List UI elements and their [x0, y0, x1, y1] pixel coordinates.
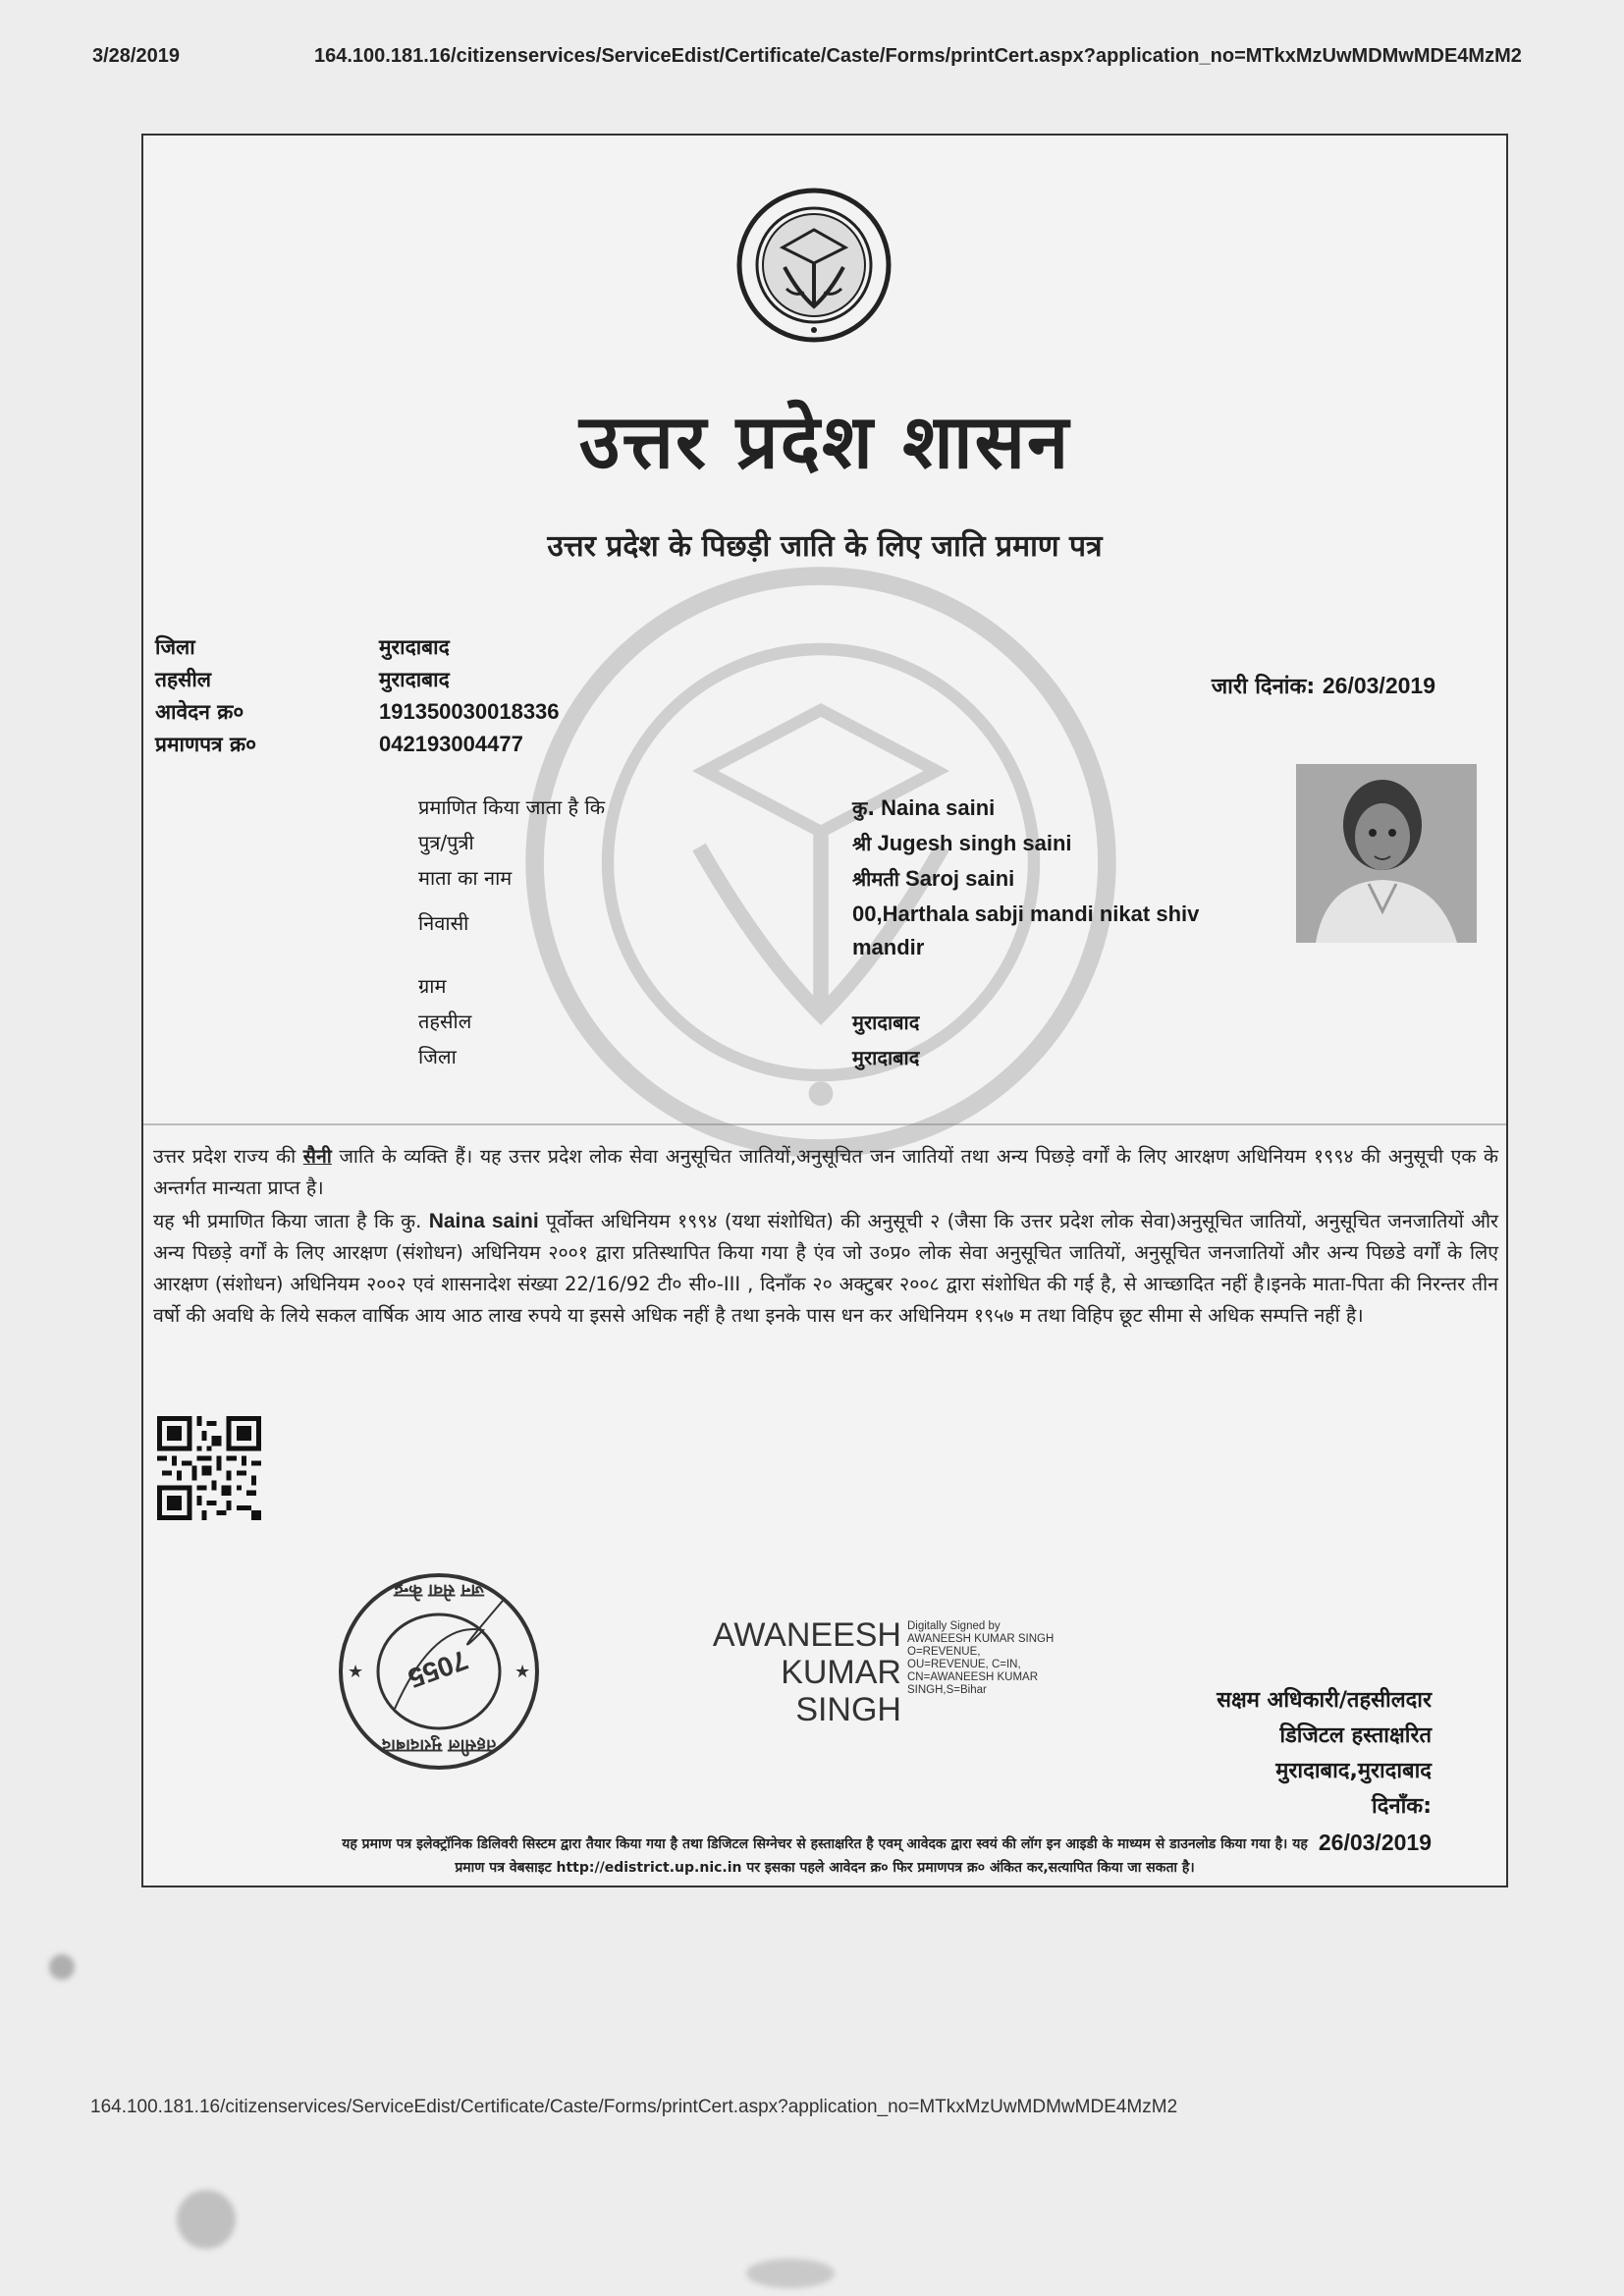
resident-label: निवासी — [418, 911, 469, 935]
mother-label: माता का नाम — [418, 866, 513, 890]
signer-name — [705, 1616, 901, 1728]
verification-footnote — [153, 1832, 1496, 1880]
paper-fold-line — [143, 1123, 1506, 1125]
print-url-header: 164.100.181.16/citizenservices/ServiceEdist/Certificate/Caste/Forms/printCert.aspx?application_no=MTkxMzUwMDMwMDE4MzM2 — [314, 45, 1522, 67]
seal-top-text: तहसील मुरादाबाद — [381, 1735, 497, 1756]
signature-detail-1: Digitally Signed by — [907, 1620, 1001, 1632]
signature-detail-5: CN=AWANEESH KUMAR — [907, 1671, 1039, 1683]
officer-signature-type: डिजिटल हस्ताक्षरित — [1279, 1723, 1432, 1748]
meta-certificate-row — [155, 728, 560, 760]
certify-label: प्रमाणित किया जाता है कि — [418, 795, 606, 819]
detail-district-value-text: मुरादाबाद — [852, 1046, 920, 1069]
meta-application-row — [155, 695, 560, 728]
signature-detail-4: OU=REVENUE, C=IN, — [907, 1659, 1021, 1670]
print-url-footer: 164.100.181.16/citizenservices/ServiceEdist/Certificate/Caste/Forms/printCert.aspx?application_no=MTkxMzUwMDMwMDE4MzM2 — [90, 2097, 1178, 2117]
officer-title: सक्षम अधिकारी/तहसीलदार — [1217, 1688, 1432, 1713]
certificate-subtitle: उत्तर प्रदेश के पिछड़ी जाति के लिए जाति प्रमाण पत्र — [547, 529, 1103, 564]
father-prefix: श्री — [852, 832, 872, 855]
parent-label: पुत्र/पुत्री — [418, 831, 474, 854]
para2-end: पूर्वोक्त अधिनियम १९९४ (यथा संशोधित) की अनुसूची २ (जैसा कि उत्तर प्रदेश लोक सेवा)अनुसूचित जातियों, अनुसूचित जनजातियों और अन्य पिछड़े वर्गों के लिए आरक्षण (संशोधन) अधिनियम २००१ द्वारा प्रतिस्थापित किया गया है एंव जो उ०प्र० लोक सेवा अनुसूचित जातियों, अनुसूचित जनजातियों और अन्य पिछडे वर्गों के लिए आरक्षण (संशोधन) अधिनियम २००२ एवं शासनादेश संख्या 22/16/92 टी० सी०-III , दिनाँक २० अक्टुबर २००८ द्वारा संशोधित की गई है, से आच्छादित नहीं है।इनके माता-पिता की निरन्तर तीन वर्षो की अवधि के लिये सकल वार्षिक आय आठ लाख रुपये या इससे अधिक नहीं है तथा इनके पास धन कर अधिनियम १९५७ म तथा विहिप छूट सीमा से अधिक सम्पत्ति नहीं है। — [153, 1210, 1499, 1327]
svg-text:★: ★ — [348, 1662, 364, 1682]
address-value: 00,Harthala sabji mandi nikat shiv mandir — [852, 902, 1200, 959]
footnote-line2: प्रमाण पत्र वेबसाइट http://edistrict.up.nic.in पर इसका पहले आवेदन क्र० फिर प्रमाणपत्र क्र० अंकित कर,सत्यापित किया जा सकता है। — [455, 1860, 1195, 1876]
signer-name-line2: KUMAR — [781, 1654, 901, 1691]
application-number-label: आवेदन क्र० — [155, 699, 244, 724]
mother-name-text: Saroj saini — [905, 866, 1015, 891]
qr-code-icon — [157, 1416, 261, 1520]
name-prefix: कु. — [852, 796, 875, 820]
signer-name-line1: AWANEESH — [712, 1616, 901, 1654]
para2-start: यह भी प्रमाणित किया जाता है कि कु. — [153, 1210, 422, 1232]
scan-smudge — [177, 2190, 236, 2249]
signature-detail-2: AWANEESH KUMAR SINGH — [907, 1633, 1055, 1645]
issue-date-label: जारी दिनांक: — [1211, 675, 1316, 699]
certificate-number-value: 042193004477 — [379, 731, 523, 756]
applicant-name — [852, 792, 1265, 825]
para1-start: उत्तर प्रदेश राज्य की — [153, 1145, 297, 1168]
svg-text:★: ★ — [514, 1662, 531, 1682]
tehsil-value: मुरादाबाद — [379, 667, 450, 691]
father-name — [852, 827, 1265, 860]
applicant-photo — [1296, 764, 1477, 943]
scan-smudge — [746, 2259, 835, 2288]
certificate-meta — [155, 630, 560, 760]
signer-name-line3: SINGH — [795, 1691, 901, 1728]
detail-tehsil-value — [852, 1006, 1265, 1039]
income-paragraph — [153, 1206, 1498, 1332]
district-label: जिला — [155, 634, 195, 659]
village-label: ग्राम — [418, 974, 447, 998]
scan-smudge — [49, 1954, 75, 1980]
para2-applicant-name: Naina saini — [428, 1210, 539, 1232]
print-date: 3/28/2019 — [92, 45, 180, 67]
seal-bottom-text: जन सेवा केन्द्र — [394, 1580, 484, 1601]
footnote-line1: यह प्रमाण पत्र इलेक्ट्रॉनिक डिलिवरी सिस्टम द्वारा तैयार किया गया है तथा डिजिटल सिग्नेचर से हस्ताक्षरित है एवम् आवेदक द्वारा स्वयं की लॉग इन आइडी के माध्यम से डाउनलोड किया गया है। यह — [342, 1836, 1308, 1852]
caste-name: सैनी — [302, 1145, 332, 1168]
certificate-number-label: प्रमाणपत्र क्र० — [155, 732, 257, 756]
application-number-value: 191350030018336 — [379, 698, 560, 724]
issue-date-value: 26/03/2019 — [1322, 673, 1435, 698]
signature-detail-3: O=REVENUE, — [907, 1646, 981, 1658]
signature-detail-6: SINGH,S=Bihar — [907, 1684, 987, 1696]
digital-signature — [705, 1616, 1117, 1774]
certificate-title: उत्तर प्रदेश शासन — [578, 398, 1071, 485]
district-value: मुरादाबाद — [379, 634, 450, 659]
detail-district-value — [852, 1041, 1265, 1074]
mother-name — [852, 862, 1265, 896]
detail-district-label: जिला — [418, 1045, 457, 1068]
signature-details — [907, 1620, 1133, 1697]
issue-date — [1212, 671, 1435, 700]
para1-end: जाति के व्यक्ति हैं। यह उत्तर प्रदेश लोक सेवा अनुसूचित जातियों,अनुसूचित जन जातियों तथा अन्य पिछड़े वर्गों के लिए आरक्षण अधिनियम १९९४ की अनुसूची एक के अन्तर्गत मान्यता प्राप्त है। — [153, 1145, 1498, 1199]
meta-tehsil-row — [155, 663, 560, 695]
office-seal-icon — [326, 1561, 552, 1777]
mother-prefix: श्रीमती — [852, 867, 899, 891]
meta-district-row — [155, 630, 560, 663]
officer-date-label: दिनाँक: — [1372, 1794, 1432, 1819]
applicant-name-text: Naina saini — [881, 795, 996, 820]
certificate — [141, 134, 1508, 1887]
detail-tehsil-value-text: मुरादाबाद — [852, 1011, 920, 1034]
officer-place: मुरादाबाद,मुरादाबाद — [1275, 1759, 1432, 1783]
up-state-emblem-icon — [735, 187, 893, 344]
caste-paragraph — [153, 1141, 1498, 1204]
tehsil-label: तहसील — [155, 667, 211, 691]
print-header — [92, 45, 1585, 75]
detail-tehsil-label: तहसील — [418, 1010, 472, 1033]
officer-date-value: 26/03/2019 — [1318, 1830, 1432, 1855]
father-name-text: Jugesh singh saini — [877, 831, 1072, 855]
seal-center-text: 7055 — [404, 1644, 472, 1694]
